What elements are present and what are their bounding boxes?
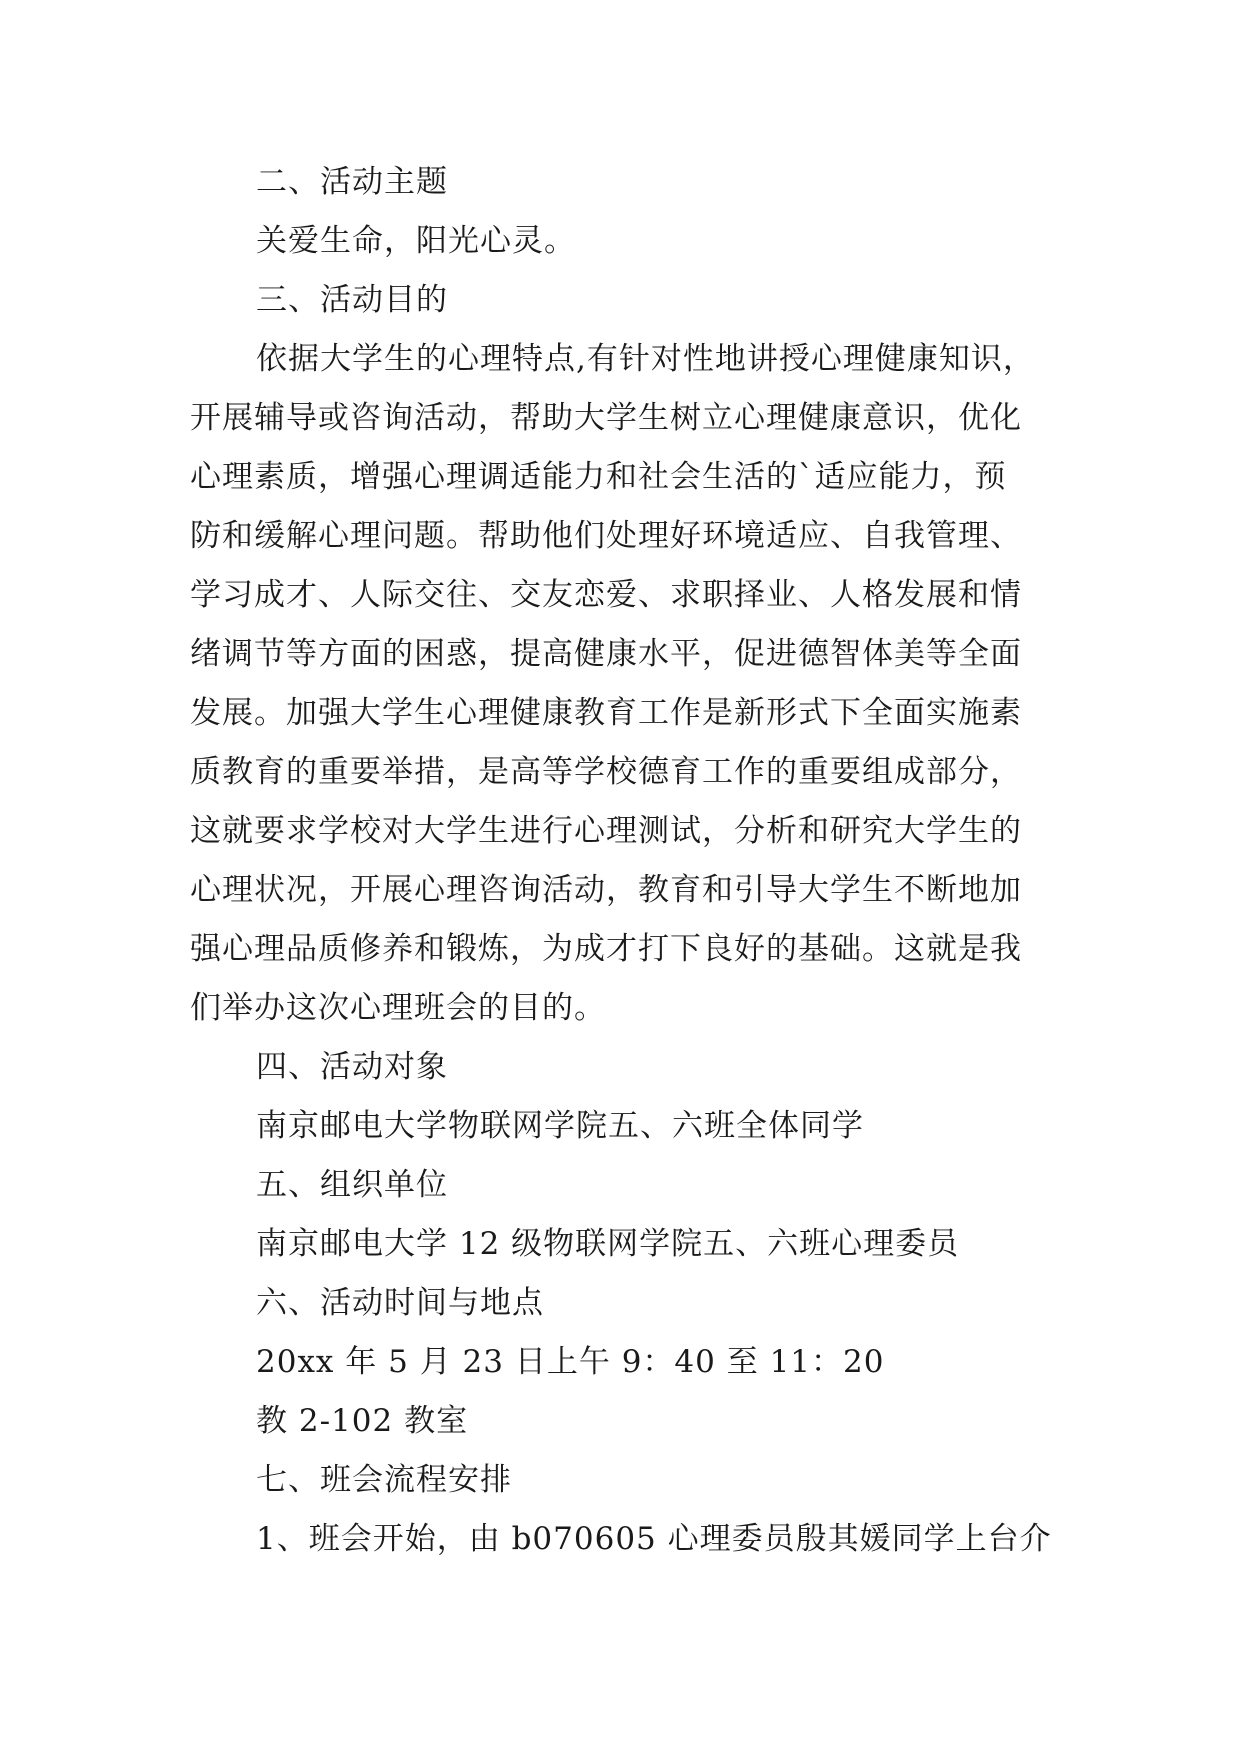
text-line: 1、班会开始，由 b070605 心理委员殷其媛同学上台介 — [256, 1521, 1052, 1557]
paragraph-line: 绪调节等方面的困惑，提高健康水平，促进德智体美等全面 — [190, 636, 1022, 672]
text-line: 南京邮电大学 12 级物联网学院五、六班心理委员 — [256, 1226, 960, 1262]
paragraph-line: 学习成才、人际交往、交友恋爱、求职择业、人格发展和情 — [190, 577, 1022, 613]
section-heading-audience: 四、活动对象 — [256, 1049, 448, 1085]
section-heading-organizer: 五、组织单位 — [256, 1167, 448, 1203]
paragraph-line: 心理素质，增强心理调适能力和社会生活的`适应能力，预 — [190, 459, 1007, 495]
text-line: 关爱生命，阳光心灵。 — [256, 223, 576, 259]
paragraph-line: 质教育的重要举措，是高等学校德育工作的重要组成部分， — [190, 754, 1022, 790]
paragraph-line: 心理状况，开展心理咨询活动，教育和引导大学生不断地加 — [190, 872, 1022, 908]
section-heading-purpose: 三、活动目的 — [256, 282, 448, 318]
text-line: 南京邮电大学物联网学院五、六班全体同学 — [256, 1108, 864, 1144]
text-line: 20xx 年 5 月 23 日上午 9：40 至 11：20 — [256, 1344, 885, 1380]
paragraph-line: 发展。加强大学生心理健康教育工作是新形式下全面实施素 — [190, 695, 1022, 731]
text-line: 教 2-102 教室 — [256, 1403, 469, 1439]
section-heading-time-place: 六、活动时间与地点 — [256, 1285, 544, 1321]
section-heading-theme: 二、活动主题 — [256, 164, 448, 200]
paragraph-line: 依据大学生的心理特点,有针对性地讲授心理健康知识， — [256, 341, 1035, 377]
paragraph-line: 强心理品质修养和锻炼，为成才打下良好的基础。这就是我 — [190, 931, 1022, 967]
section-heading-agenda: 七、班会流程安排 — [256, 1462, 512, 1498]
paragraph-line: 们举办这次心理班会的目的。 — [190, 990, 606, 1026]
paragraph-line: 防和缓解心理问题。帮助他们处理好环境适应、自我管理、 — [190, 518, 1022, 554]
paragraph-line: 这就要求学校对大学生进行心理测试，分析和研究大学生的 — [190, 813, 1022, 849]
paragraph-line: 开展辅导或咨询活动，帮助大学生树立心理健康意识，优化 — [190, 400, 1022, 436]
